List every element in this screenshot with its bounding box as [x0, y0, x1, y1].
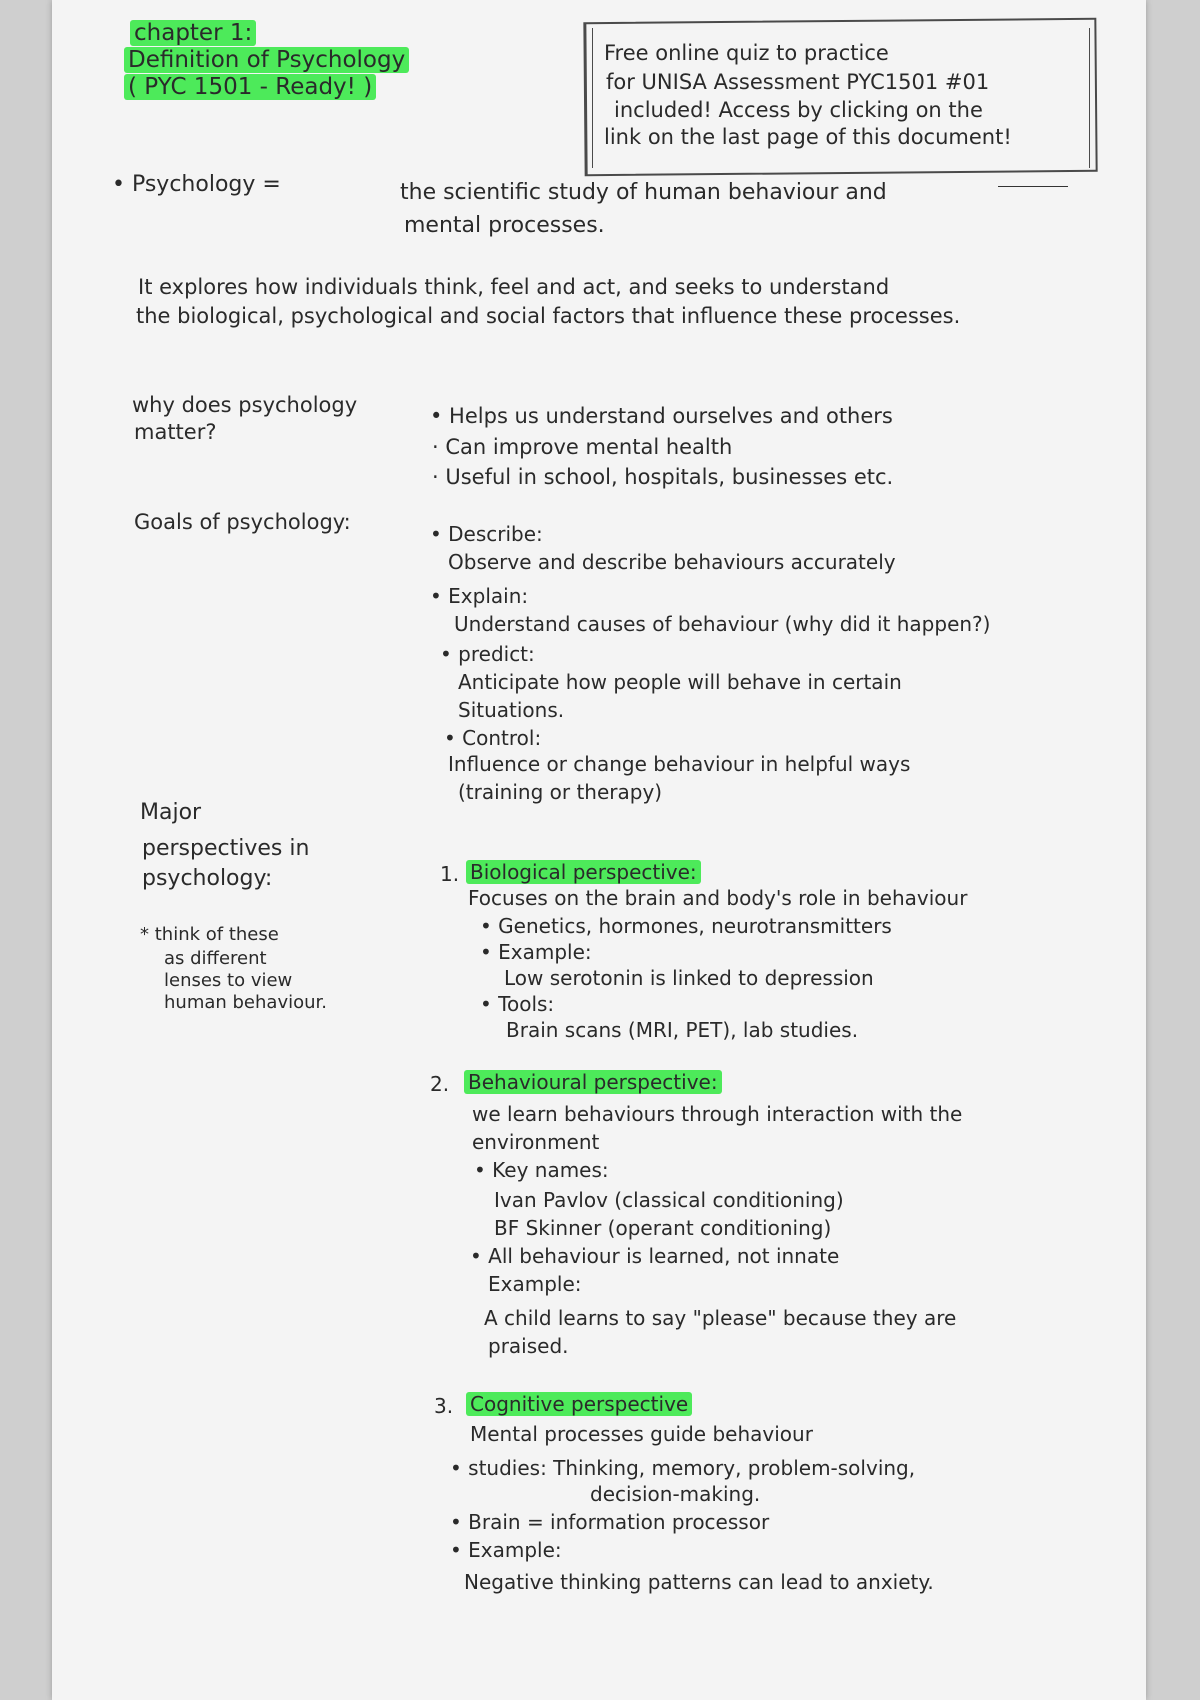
bio-bullet-1: • Genetics, hormones, neurotransmitters [480, 914, 892, 938]
goal-describe-text: Observe and describe behaviours accurately [448, 550, 896, 574]
behav-number: 2. [430, 1072, 450, 1096]
lens-note-1: * think of these [140, 924, 279, 945]
definition-dash [998, 186, 1068, 187]
goal-predict-text-2: Situations. [458, 698, 565, 722]
cog-bullet-1-cont: decision-making. [590, 1482, 761, 1506]
explores-line-1: It explores how individuals think, feel and act, and seeks to understand [138, 275, 890, 299]
goal-explain-title: • Explain: [430, 584, 529, 608]
behav-example-label: Example: [488, 1272, 582, 1296]
behav-name-pavlov: Ivan Pavlov (classical conditioning) [494, 1188, 844, 1212]
behav-title: Behavioural perspective: [464, 1070, 722, 1094]
goal-control-text-2: (training or therapy) [458, 780, 663, 804]
why-item-1: • Helps us understand ourselves and others [430, 404, 893, 428]
goal-explain-text: Understand causes of behaviour (why did it happen?) [454, 612, 991, 636]
definition-term: • Psychology = [112, 172, 281, 197]
goal-predict-title: • predict: [440, 642, 535, 666]
bio-desc: Focuses on the brain and body's role in behaviour [468, 886, 968, 910]
chapter-label: chapter 1: [130, 20, 256, 47]
perspectives-label-3: psychology: [142, 866, 273, 891]
why-item-3: · Useful in school, hospitals, businesses etc. [432, 465, 894, 489]
bio-bullet-2: • Example: [480, 940, 592, 964]
behav-desc-2: environment [472, 1130, 600, 1154]
goal-control-text-1: Influence or change behaviour in helpful ways [448, 752, 911, 776]
goals-label: Goals of psychology: [134, 510, 351, 534]
definition-line-1: the scientific study of human behaviour and [400, 180, 887, 205]
bio-bullet-3: • Tools: [480, 992, 555, 1016]
goal-describe-title: • Describe: [430, 522, 543, 546]
why-label-1: why does psychology [132, 393, 358, 417]
why-label-2: matter? [134, 420, 217, 444]
course-code: ( PYC 1501 - Ready! ) [124, 74, 376, 101]
behav-example-1: A child learns to say "please" because they are [484, 1306, 957, 1330]
cog-bullet-1: • studies: Thinking, memory, problem-solving, [450, 1456, 916, 1480]
goal-predict-text-1: Anticipate how people will behave in certain [458, 670, 902, 694]
explores-line-2: the biological, psychological and social factors that influence these processes. [136, 304, 961, 328]
cog-desc: Mental processes guide behaviour [470, 1422, 813, 1446]
cog-title: Cognitive perspective [466, 1392, 692, 1416]
behav-example-2: praised. [488, 1334, 569, 1358]
lens-note-2: as different [164, 948, 267, 969]
perspectives-label-1: Major [140, 800, 202, 825]
lens-note-4: human behaviour. [164, 992, 327, 1013]
lens-note-3: lenses to view [164, 970, 293, 991]
behav-name-skinner: BF Skinner (operant conditioning) [494, 1216, 832, 1240]
behav-desc-1: we learn behaviours through interaction with the [472, 1102, 963, 1126]
bio-tools-text: Brain scans (MRI, PET), lab studies. [506, 1018, 859, 1042]
cog-bullet-3: • Example: [450, 1538, 562, 1562]
definition-line-2: mental processes. [404, 213, 605, 238]
bio-title: Biological perspective: [466, 860, 701, 884]
note-line-3: included! Access by clicking on the [614, 98, 983, 122]
note-line-1: Free online quiz to practice [604, 41, 889, 65]
behav-bullet-1: • Key names: [474, 1158, 609, 1182]
bio-number: 1. [440, 862, 460, 886]
note-line-4: link on the last page of this document! [604, 125, 1012, 149]
cog-number: 3. [434, 1394, 454, 1418]
cog-bullet-2: • Brain = information processor [450, 1510, 770, 1534]
behav-bullet-2: • All behaviour is learned, not innate [470, 1244, 840, 1268]
why-item-2: · Can improve mental health [432, 435, 733, 459]
bio-example-text: Low serotonin is linked to depression [504, 966, 874, 990]
goal-control-title: • Control: [444, 726, 542, 750]
note-line-2: for UNISA Assessment PYC1501 #01 [606, 70, 990, 94]
perspectives-label-2: perspectives in [142, 836, 310, 861]
page-title: Definition of Psychology [124, 47, 409, 74]
cog-example-text: Negative thinking patterns can lead to anxiety. [464, 1570, 934, 1594]
